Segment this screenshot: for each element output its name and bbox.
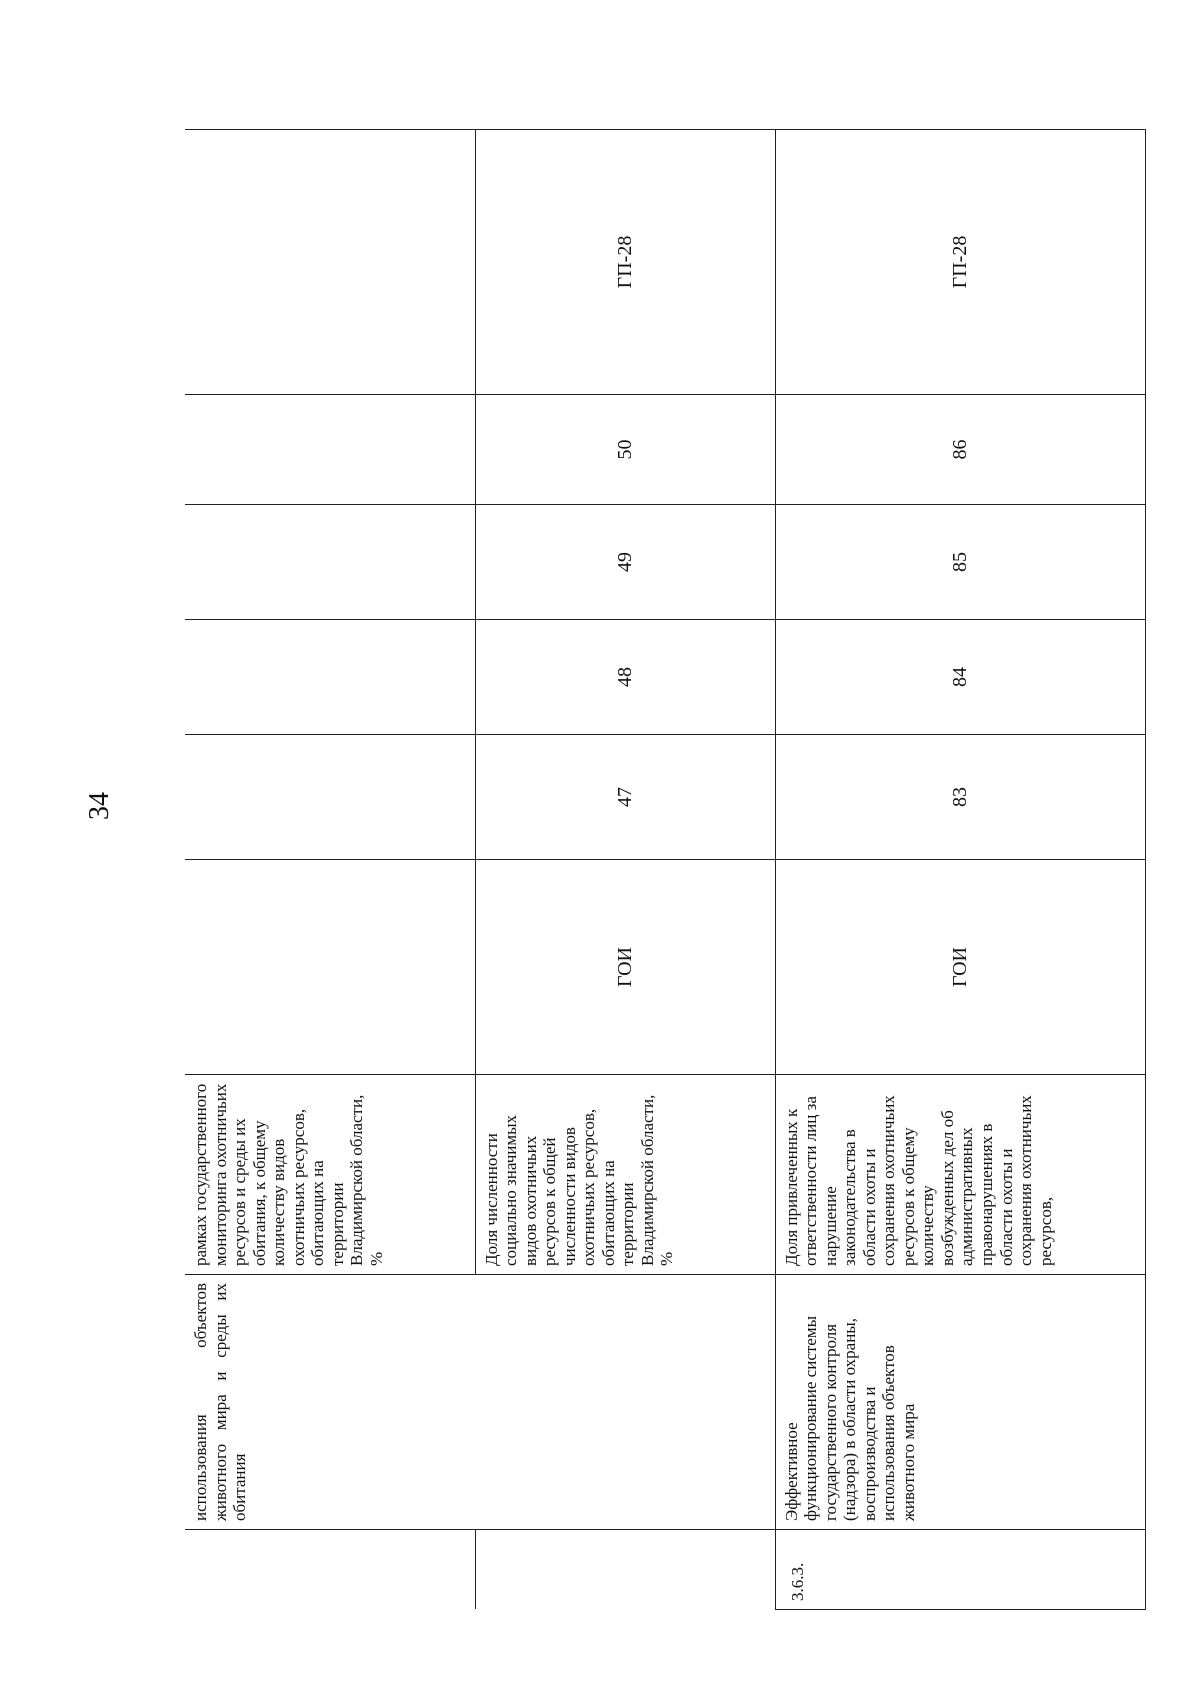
indicator-cell: Доля численности социально значимых видов охотничьих ресурсов к общей численности видов охотничьих ресурсов, обитающих на территории Владимирской области, % [475, 1075, 775, 1275]
value-cell [185, 505, 475, 620]
value-cell [185, 395, 475, 505]
indicator-cell: Доля привлеченных к ответственности лиц за нарушение законодательства в области охоты и сохранения охотничьих ресурсов к общему количеству возбужденных дел об административных правонарушениях в области охоты и сохранения охотничьих ресурсов, [775, 1075, 1145, 1275]
value-cell: 83 [775, 735, 1145, 860]
event-cell: использования объектов животного мира и среды их обитания [185, 1275, 475, 1530]
indicators-table [185, 129, 1146, 1610]
value-cell: 47 [475, 735, 775, 860]
indicator-cell: рамках государственного мониторинга охотничьих ресурсов и среды их обитания, к общему количеству видов охотничьих ресурсов, обитающих на территории Владимирской области, % [185, 1075, 475, 1275]
table-wrapper [185, 130, 1145, 1610]
value-cell: 86 [775, 395, 1145, 505]
event-cell [475, 1275, 775, 1530]
indicator-type-cell: ГОИ [775, 860, 1145, 1075]
value-cell [185, 735, 475, 860]
value-cell: 84 [775, 620, 1145, 735]
value-cell: 49 [475, 505, 775, 620]
source-cell [185, 130, 475, 395]
value-cell: 85 [775, 505, 1145, 620]
table-row [475, 130, 775, 1610]
value-cell: 48 [475, 620, 775, 735]
page-number: 34 [84, 792, 115, 820]
table-row [775, 130, 1145, 1610]
event-cell: Эффективное функционирование системы государственного контроля (надзора) в области охраны, воспроизводства и использования объектов животного мира [775, 1275, 1145, 1530]
table-row [185, 130, 475, 1610]
row-number-cell: 3.6.3. [775, 1530, 1145, 1610]
value-cell [185, 620, 475, 735]
row-number-cell [475, 1530, 775, 1610]
source-cell: ГП-28 [775, 130, 1145, 395]
indicator-type-cell: ГОИ [475, 860, 775, 1075]
value-cell: 50 [475, 395, 775, 505]
indicator-type-cell [185, 860, 475, 1075]
row-number-cell [185, 1530, 475, 1610]
source-cell: ГП-28 [475, 130, 775, 395]
rotated-table-area [185, 130, 1145, 1610]
